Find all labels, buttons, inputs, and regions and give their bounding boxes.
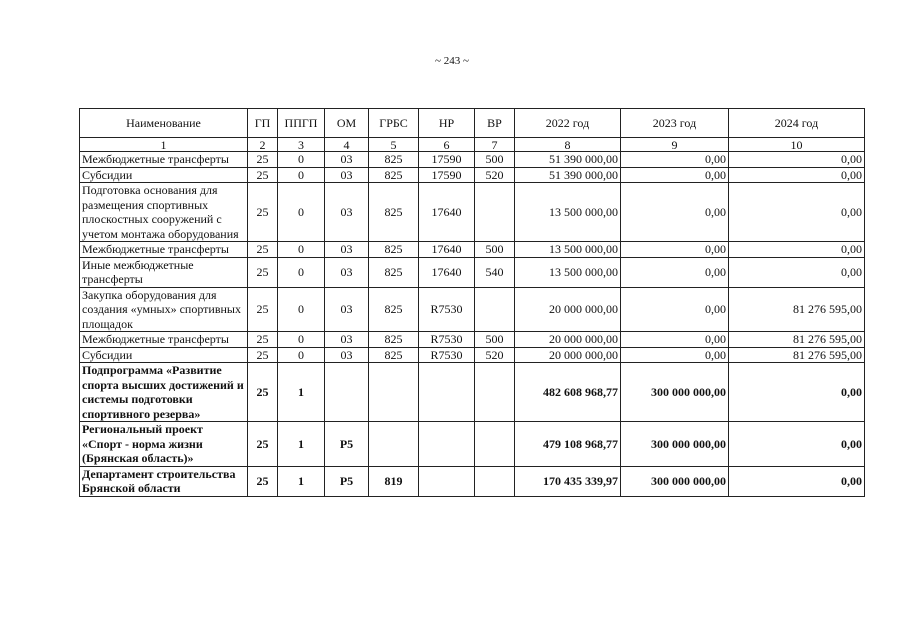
cell-om: 03 xyxy=(325,257,369,287)
cell-ppgp: 0 xyxy=(278,152,325,168)
cell-amount-2023: 0,00 xyxy=(621,242,729,258)
cell-ppgp: 0 xyxy=(278,257,325,287)
cell-amount-2024: 0,00 xyxy=(729,466,865,496)
cell-vr: 500 xyxy=(475,152,515,168)
cell-gp: 25 xyxy=(248,183,278,242)
cell-nr: R7530 xyxy=(419,287,475,332)
cell-vr xyxy=(475,466,515,496)
cell-grbs: 825 xyxy=(369,242,419,258)
cell-name: Подпрограмма «Развитие спорта высших достижений и системы подготовки спортивного резерва» xyxy=(80,363,248,422)
cell-amount-2023: 0,00 xyxy=(621,332,729,348)
cell-amount-2023: 0,00 xyxy=(621,257,729,287)
cell-gp: 25 xyxy=(248,422,278,467)
cell-name: Закупка оборудования для создания «умных» спортивных площадок xyxy=(80,287,248,332)
cell-ppgp: 1 xyxy=(278,466,325,496)
col-number: 7 xyxy=(475,138,515,152)
cell-amount-2024: 81 276 595,00 xyxy=(729,287,865,332)
cell-amount-2024: 0,00 xyxy=(729,363,865,422)
cell-vr xyxy=(475,422,515,467)
table-row xyxy=(80,152,865,168)
cell-amount-2023: 0,00 xyxy=(621,287,729,332)
cell-amount-2022: 13 500 000,00 xyxy=(515,183,621,242)
table-row xyxy=(80,183,865,242)
cell-nr xyxy=(419,466,475,496)
cell-gp: 25 xyxy=(248,332,278,348)
col-number: 6 xyxy=(419,138,475,152)
cell-nr: R7530 xyxy=(419,347,475,363)
cell-amount-2024: 81 276 595,00 xyxy=(729,332,865,348)
cell-om: 03 xyxy=(325,347,369,363)
header-row xyxy=(80,109,865,138)
cell-gp: 25 xyxy=(248,257,278,287)
table-row xyxy=(80,332,865,348)
table-row xyxy=(80,466,865,496)
cell-grbs: 819 xyxy=(369,466,419,496)
cell-amount-2023: 0,00 xyxy=(621,167,729,183)
cell-amount-2022: 20 000 000,00 xyxy=(515,347,621,363)
table-row xyxy=(80,363,865,422)
cell-amount-2024: 0,00 xyxy=(729,152,865,168)
table-row xyxy=(80,167,865,183)
cell-ppgp: 1 xyxy=(278,363,325,422)
table-body xyxy=(80,152,865,497)
cell-name: Межбюджетные трансферты xyxy=(80,152,248,168)
cell-gp: 25 xyxy=(248,287,278,332)
cell-om: 03 xyxy=(325,183,369,242)
col-number: 3 xyxy=(278,138,325,152)
cell-gp: 25 xyxy=(248,347,278,363)
col-number: 4 xyxy=(325,138,369,152)
col-number: 9 xyxy=(621,138,729,152)
cell-om: 03 xyxy=(325,242,369,258)
cell-ppgp: 0 xyxy=(278,242,325,258)
cell-grbs: 825 xyxy=(369,152,419,168)
cell-om: P5 xyxy=(325,466,369,496)
table-row xyxy=(80,347,865,363)
cell-amount-2022: 51 390 000,00 xyxy=(515,152,621,168)
cell-amount-2022: 170 435 339,97 xyxy=(515,466,621,496)
cell-ppgp: 1 xyxy=(278,422,325,467)
col-header-name: Наименование xyxy=(80,109,248,138)
cell-vr xyxy=(475,287,515,332)
cell-om xyxy=(325,363,369,422)
cell-name: Департамент строительства Брянской области xyxy=(80,466,248,496)
cell-name: Иные межбюджетные трансферты xyxy=(80,257,248,287)
cell-amount-2024: 0,00 xyxy=(729,183,865,242)
cell-amount-2024: 81 276 595,00 xyxy=(729,347,865,363)
cell-vr: 540 xyxy=(475,257,515,287)
cell-amount-2022: 13 500 000,00 xyxy=(515,257,621,287)
col-header-nr: НР xyxy=(419,109,475,138)
cell-om: 03 xyxy=(325,152,369,168)
cell-om: 03 xyxy=(325,287,369,332)
cell-amount-2022: 51 390 000,00 xyxy=(515,167,621,183)
cell-gp: 25 xyxy=(248,363,278,422)
cell-amount-2024: 0,00 xyxy=(729,167,865,183)
cell-nr: 17640 xyxy=(419,242,475,258)
table-row xyxy=(80,422,865,467)
cell-amount-2023: 0,00 xyxy=(621,347,729,363)
cell-amount-2023: 300 000 000,00 xyxy=(621,422,729,467)
table-row xyxy=(80,257,865,287)
cell-nr: 17590 xyxy=(419,152,475,168)
col-header-vr: ВР xyxy=(475,109,515,138)
cell-grbs xyxy=(369,422,419,467)
page-number: ~ 243 ~ xyxy=(435,55,469,67)
cell-nr: 17590 xyxy=(419,167,475,183)
cell-nr xyxy=(419,422,475,467)
budget-table xyxy=(79,108,865,497)
col-header-grbs: ГРБС xyxy=(369,109,419,138)
cell-grbs: 825 xyxy=(369,347,419,363)
cell-ppgp: 0 xyxy=(278,332,325,348)
cell-nr: 17640 xyxy=(419,257,475,287)
cell-grbs: 825 xyxy=(369,167,419,183)
col-number: 10 xyxy=(729,138,865,152)
cell-name: Межбюджетные трансферты xyxy=(80,332,248,348)
cell-name: Подготовка основания для размещения спортивных плоскостных сооружений с учетом монтажа оборудования xyxy=(80,183,248,242)
cell-ppgp: 0 xyxy=(278,183,325,242)
cell-vr xyxy=(475,183,515,242)
cell-nr: R7530 xyxy=(419,332,475,348)
col-header-om: ОМ xyxy=(325,109,369,138)
cell-amount-2024: 0,00 xyxy=(729,257,865,287)
cell-gp: 25 xyxy=(248,167,278,183)
cell-amount-2022: 13 500 000,00 xyxy=(515,242,621,258)
cell-ppgp: 0 xyxy=(278,347,325,363)
cell-gp: 25 xyxy=(248,242,278,258)
cell-amount-2022: 20 000 000,00 xyxy=(515,287,621,332)
cell-vr: 520 xyxy=(475,347,515,363)
cell-amount-2023: 300 000 000,00 xyxy=(621,363,729,422)
cell-amount-2023: 300 000 000,00 xyxy=(621,466,729,496)
col-header-gp: ГП xyxy=(248,109,278,138)
cell-grbs: 825 xyxy=(369,183,419,242)
cell-amount-2023: 0,00 xyxy=(621,183,729,242)
cell-gp: 25 xyxy=(248,466,278,496)
cell-amount-2022: 479 108 968,77 xyxy=(515,422,621,467)
table-row xyxy=(80,242,865,258)
cell-vr: 500 xyxy=(475,242,515,258)
cell-vr xyxy=(475,363,515,422)
cell-name: Субсидии xyxy=(80,347,248,363)
cell-grbs: 825 xyxy=(369,257,419,287)
cell-amount-2024: 0,00 xyxy=(729,422,865,467)
cell-name: Субсидии xyxy=(80,167,248,183)
col-header-ppgp: ППГП xyxy=(278,109,325,138)
col-number: 1 xyxy=(80,138,248,152)
cell-om: 03 xyxy=(325,332,369,348)
col-header-2024: 2024 год xyxy=(729,109,865,138)
cell-vr: 500 xyxy=(475,332,515,348)
cell-amount-2024: 0,00 xyxy=(729,242,865,258)
cell-nr xyxy=(419,363,475,422)
column-number-row xyxy=(80,138,865,152)
cell-gp: 25 xyxy=(248,152,278,168)
cell-om: 03 xyxy=(325,167,369,183)
cell-name: Межбюджетные трансферты xyxy=(80,242,248,258)
cell-amount-2023: 0,00 xyxy=(621,152,729,168)
cell-grbs: 825 xyxy=(369,287,419,332)
col-number: 2 xyxy=(248,138,278,152)
cell-amount-2022: 20 000 000,00 xyxy=(515,332,621,348)
col-header-2022: 2022 год xyxy=(515,109,621,138)
cell-grbs: 825 xyxy=(369,332,419,348)
col-number: 8 xyxy=(515,138,621,152)
cell-ppgp: 0 xyxy=(278,167,325,183)
col-header-2023: 2023 год xyxy=(621,109,729,138)
cell-nr: 17640 xyxy=(419,183,475,242)
cell-om: P5 xyxy=(325,422,369,467)
table-row xyxy=(80,287,865,332)
col-number: 5 xyxy=(369,138,419,152)
cell-grbs xyxy=(369,363,419,422)
cell-ppgp: 0 xyxy=(278,287,325,332)
cell-name: Региональный проект «Спорт - норма жизни (Брянская область)» xyxy=(80,422,248,467)
cell-vr: 520 xyxy=(475,167,515,183)
cell-amount-2022: 482 608 968,77 xyxy=(515,363,621,422)
